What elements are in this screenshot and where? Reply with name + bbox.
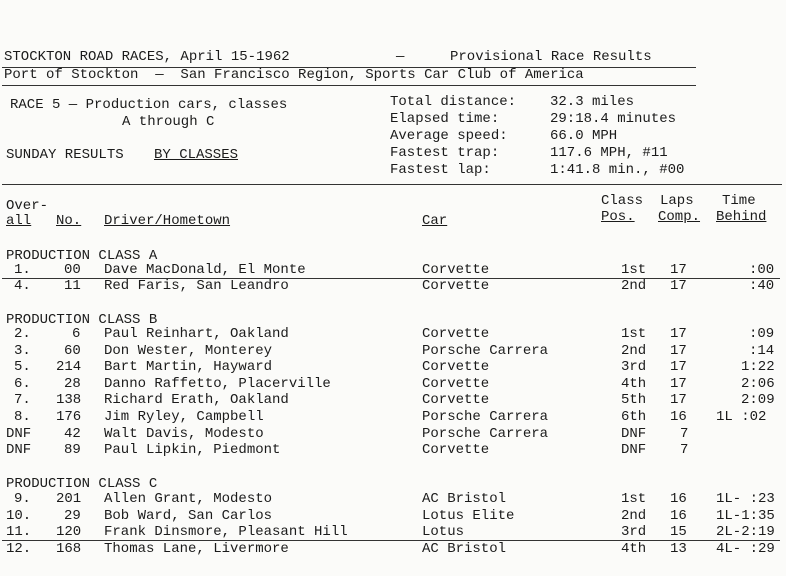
time-behind: 1L- :23 bbox=[716, 491, 775, 507]
class-position: 3rd bbox=[621, 524, 647, 540]
col-car: Car bbox=[422, 213, 448, 229]
overall-position: 11. bbox=[6, 524, 32, 540]
col-number: No. bbox=[56, 213, 82, 229]
driver-hometown: Dave MacDonald, El Monte bbox=[104, 262, 306, 278]
col-time-behind: Behind bbox=[716, 209, 767, 225]
class-position: 2nd bbox=[621, 278, 647, 294]
car-number: 00 bbox=[64, 262, 81, 278]
time-behind: 1:22 bbox=[741, 359, 775, 375]
overall-position: DNF bbox=[6, 426, 32, 442]
car-number: 168 bbox=[56, 541, 82, 557]
car-number: 42 bbox=[64, 426, 81, 442]
laps-completed: 17 bbox=[670, 359, 687, 375]
laps-completed: 17 bbox=[670, 262, 687, 278]
overall-position: 2. bbox=[14, 326, 31, 342]
col-class-top: Class bbox=[601, 193, 644, 209]
laps-completed: 7 bbox=[680, 442, 689, 458]
driver-hometown: Richard Erath, Oakland bbox=[104, 392, 289, 408]
car-model: Corvette bbox=[422, 359, 490, 375]
laps-completed: 7 bbox=[680, 426, 689, 442]
driver-hometown: Don Wester, Monterey bbox=[104, 343, 273, 359]
stat-value: 29:18.4 minutes bbox=[550, 111, 677, 127]
laps-completed: 17 bbox=[670, 326, 687, 342]
col-class-pos: Pos. bbox=[601, 209, 635, 225]
class-position: DNF bbox=[621, 442, 647, 458]
driver-hometown: Frank Dinsmore, Pleasant Hill bbox=[104, 524, 348, 540]
overall-position: 9. bbox=[14, 491, 31, 507]
car-number: 138 bbox=[56, 392, 82, 408]
car-model: Lotus Elite bbox=[422, 508, 515, 524]
laps-completed: 17 bbox=[670, 343, 687, 359]
car-model: Porsche Carrera bbox=[422, 426, 549, 442]
class-position: 4th bbox=[621, 541, 647, 557]
overall-position: 1. bbox=[14, 262, 31, 278]
col-laps-top: Laps bbox=[660, 193, 694, 209]
class-heading: PRODUCTION CLASS A bbox=[6, 248, 158, 264]
car-number: 60 bbox=[64, 343, 81, 359]
class-position: 1st bbox=[621, 491, 647, 507]
laps-completed: 17 bbox=[670, 392, 687, 408]
driver-hometown: Bob Ward, San Carlos bbox=[104, 508, 273, 524]
class-position: 2nd bbox=[621, 508, 647, 524]
laps-completed: 17 bbox=[670, 376, 687, 392]
time-behind: 1L-1:35 bbox=[716, 508, 775, 524]
time-behind: 2:06 bbox=[741, 376, 775, 392]
car-model: Corvette bbox=[422, 262, 490, 278]
stat-value: 32.3 miles bbox=[550, 94, 635, 110]
time-behind: 2L-2:19 bbox=[716, 524, 775, 540]
col-laps-comp: Comp. bbox=[658, 209, 701, 225]
car-model: Corvette bbox=[422, 392, 490, 408]
overall-position: 12. bbox=[6, 541, 32, 557]
car-number: 11 bbox=[64, 278, 81, 294]
class-position: 1st bbox=[621, 326, 647, 342]
class-position: 1st bbox=[621, 262, 647, 278]
class-position: 6th bbox=[621, 409, 647, 425]
stat-label: Fastest lap: bbox=[390, 162, 491, 178]
time-behind: 1L :02 bbox=[716, 409, 767, 425]
laps-completed: 15 bbox=[670, 524, 687, 540]
time-behind: :00 bbox=[749, 262, 775, 278]
overall-position: 4. bbox=[14, 278, 31, 294]
driver-hometown: Danno Raffetto, Placerville bbox=[104, 376, 331, 392]
car-model: Corvette bbox=[422, 442, 490, 458]
driver-hometown: Jim Ryley, Campbell bbox=[104, 409, 264, 425]
race-description: RACE 5 — Production cars, classes bbox=[10, 97, 288, 113]
driver-hometown: Walt Davis, Modesto bbox=[104, 426, 264, 442]
overall-position: 3. bbox=[14, 343, 31, 359]
title-dash: — bbox=[396, 49, 405, 65]
class-position: DNF bbox=[621, 426, 647, 442]
section-rule bbox=[2, 184, 782, 185]
time-behind: :40 bbox=[749, 278, 775, 294]
class-heading: PRODUCTION CLASS C bbox=[6, 476, 158, 492]
car-model: Corvette bbox=[422, 376, 490, 392]
stat-label: Fastest trap: bbox=[390, 145, 500, 161]
car-model: Lotus bbox=[422, 524, 465, 540]
header-rule bbox=[2, 85, 696, 86]
race-classes: A through C bbox=[122, 114, 215, 130]
class-heading: PRODUCTION CLASS B bbox=[6, 312, 158, 328]
stat-value: 66.0 MPH bbox=[550, 128, 618, 144]
stat-value: 1:41.8 min., #00 bbox=[550, 162, 685, 178]
driver-hometown: Paul Lipkin, Piedmont bbox=[104, 442, 281, 458]
time-behind: :14 bbox=[749, 343, 775, 359]
col-time-top: Time bbox=[722, 193, 756, 209]
car-number: 89 bbox=[64, 442, 81, 458]
car-number: 6 bbox=[72, 326, 81, 342]
driver-hometown: Red Faris, San Leandro bbox=[104, 278, 289, 294]
class-position: 5th bbox=[621, 392, 647, 408]
car-number: 28 bbox=[64, 376, 81, 392]
col-overall-top: Over- bbox=[6, 198, 49, 214]
car-number: 201 bbox=[56, 491, 82, 507]
laps-completed: 16 bbox=[670, 409, 687, 425]
overall-position: DNF bbox=[6, 442, 32, 458]
col-overall: all bbox=[6, 213, 32, 229]
time-behind: 4L- :29 bbox=[716, 541, 775, 557]
laps-completed: 13 bbox=[670, 541, 687, 557]
car-model: Porsche Carrera bbox=[422, 343, 549, 359]
car-model: Corvette bbox=[422, 278, 490, 294]
overall-position: 5. bbox=[14, 359, 31, 375]
stat-label: Elapsed time: bbox=[390, 111, 500, 127]
results-label: SUNDAY RESULTS bbox=[6, 147, 124, 163]
sheet-subtitle: Provisional Race Results bbox=[450, 49, 652, 65]
car-number: 29 bbox=[64, 508, 81, 524]
car-model: Porsche Carrera bbox=[422, 409, 549, 425]
car-model: AC Bristol bbox=[422, 541, 507, 557]
overall-position: 8. bbox=[14, 409, 31, 425]
driver-hometown: Thomas Lane, Livermore bbox=[104, 541, 289, 557]
laps-completed: 17 bbox=[670, 278, 687, 294]
class-position: 2nd bbox=[621, 343, 647, 359]
overall-position: 6. bbox=[14, 376, 31, 392]
stat-label: Average speed: bbox=[390, 128, 508, 144]
stat-value: 117.6 MPH, #11 bbox=[550, 145, 668, 161]
car-model: Corvette bbox=[422, 326, 490, 342]
driver-hometown: Bart Martin, Hayward bbox=[104, 359, 273, 375]
overall-position: 10. bbox=[6, 508, 32, 524]
results-by-classes: BY CLASSES bbox=[154, 147, 239, 163]
overall-position: 7. bbox=[14, 392, 31, 408]
car-model: AC Bristol bbox=[422, 491, 507, 507]
sheet-organizer: Port of Stockton — San Francisco Region, Sports Car Club of America bbox=[4, 67, 584, 83]
class-position: 4th bbox=[621, 376, 647, 392]
sheet-title: STOCKTON ROAD RACES, April 15-1962 bbox=[4, 49, 290, 65]
time-behind: 2:09 bbox=[741, 392, 775, 408]
car-number: 120 bbox=[56, 524, 82, 540]
col-driver: Driver/Hometown bbox=[104, 213, 231, 229]
driver-hometown: Allen Grant, Modesto bbox=[104, 491, 273, 507]
car-number: 214 bbox=[56, 359, 82, 375]
driver-hometown: Paul Reinhart, Oakland bbox=[104, 326, 289, 342]
stat-label: Total distance: bbox=[390, 94, 517, 110]
laps-completed: 16 bbox=[670, 491, 687, 507]
time-behind: :09 bbox=[749, 326, 775, 342]
class-position: 3rd bbox=[621, 359, 647, 375]
laps-completed: 16 bbox=[670, 508, 687, 524]
car-number: 176 bbox=[56, 409, 82, 425]
